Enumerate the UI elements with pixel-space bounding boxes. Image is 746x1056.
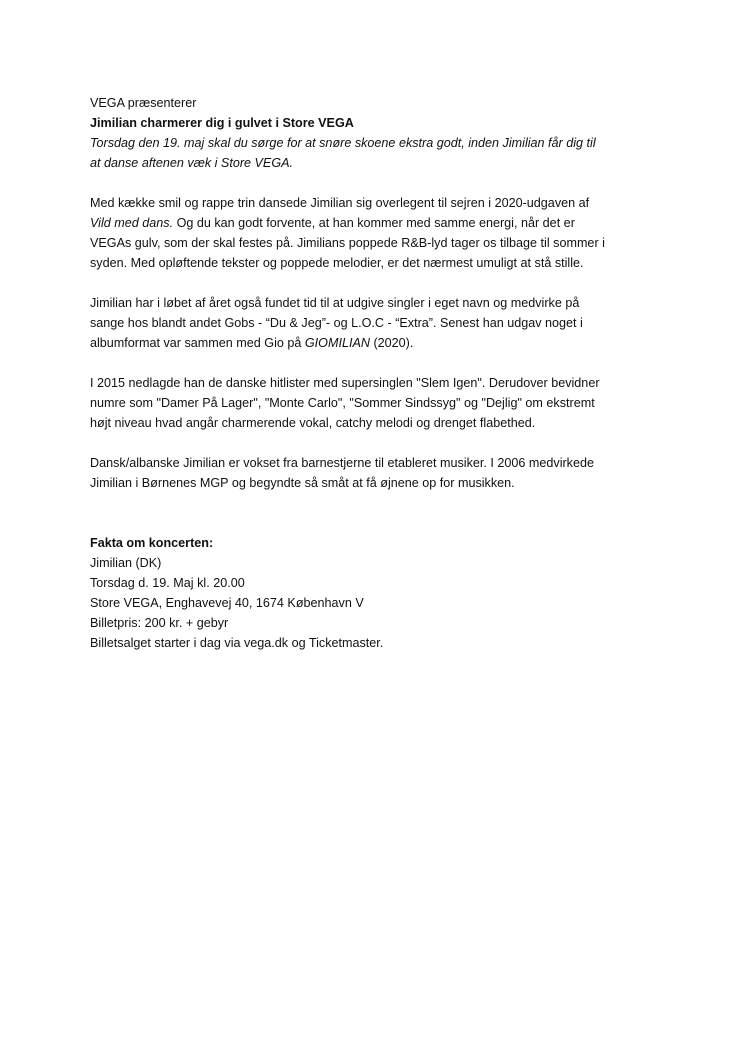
lead-line-1: Torsdag den 19. maj skal du sørge for at snøre skoene ekstra godt, inden Jimilian får dig til	[90, 136, 596, 150]
p1-line-2-rest: Og du kan godt forvente, at han kommer med samme energi, når det er	[173, 216, 575, 230]
facts-heading: Fakta om koncerten:	[90, 536, 214, 550]
paragraph-3	[90, 373, 670, 433]
press-release	[90, 93, 670, 653]
p1-line-1: Med kække smil og rappe trin dansede Jimilian sig overlegent til sejren i 2020-udgaven af	[90, 196, 590, 210]
fact-tickets: Billetsalget starter i dag via vega.dk og Ticketmaster.	[90, 636, 384, 650]
p2-line-3-post: (2020).	[369, 336, 414, 350]
fact-price: Billetpris: 200 kr. + gebyr	[90, 616, 229, 630]
p2-line-3	[90, 333, 670, 353]
intro-block	[90, 93, 670, 173]
p1-line-3: VEGAs gulv, som der skal festes på. Jimilians poppede R&B-lyd tager os tilbage til sommer i	[90, 236, 605, 250]
lead-line-2: at danse aftenen væk i Store VEGA.	[90, 156, 294, 170]
p3-line-1: I 2015 nedlagde han de danske hitlister med supersinglen "Slem Igen". Derudover bevidner	[90, 376, 600, 390]
spacer	[90, 513, 670, 533]
p1-line-4: syden. Med opløftende tekster og poppede melodier, er det nærmest umuligt at stå stille.	[90, 256, 584, 270]
p1-line-2	[90, 213, 670, 233]
p3-line-2: numre som "Damer På Lager", "Monte Carlo", "Sommer Sindssyg" og "Dejlig" om ekstremt	[90, 396, 595, 410]
p4-line-1: Dansk/albanske Jimilian er vokset fra barnestjerne til etableret musiker. I 2006 medvirkede	[90, 456, 594, 470]
presenter-line: VEGA præsenterer	[90, 96, 197, 110]
fact-artist: Jimilian (DK)	[90, 556, 162, 570]
facts-block	[90, 533, 670, 653]
fact-date: Torsdag d. 19. Maj kl. 20.00	[90, 576, 245, 590]
show-title: Vild med dans.	[90, 216, 174, 230]
paragraph-2	[90, 293, 670, 353]
headline: Jimilian charmerer dig i gulvet i Store VEGA	[90, 116, 354, 130]
paragraph-4	[90, 453, 670, 493]
p2-line-2: sange hos blandt andet Gobs - “Du & Jeg”- og L.O.C - “Extra”. Senest han udgav noget i	[90, 316, 583, 330]
p2-line-3-pre: albumformat var sammen med Gio på	[90, 336, 305, 350]
p3-line-3: højt niveau hvad angår charmerende vokal, catchy melodi og drenget flabethed.	[90, 416, 536, 430]
p2-line-1: Jimilian har i løbet af året også fundet tid til at udgive singler i eget navn og medvirke på	[90, 296, 580, 310]
paragraph-1	[90, 193, 670, 273]
fact-venue: Store VEGA, Enghavevej 40, 1674 København V	[90, 596, 364, 610]
p4-line-2: Jimilian i Børnenes MGP og begyndte så småt at få øjnene op for musikken.	[90, 476, 515, 490]
album-title: GIOMILIAN	[304, 336, 370, 350]
